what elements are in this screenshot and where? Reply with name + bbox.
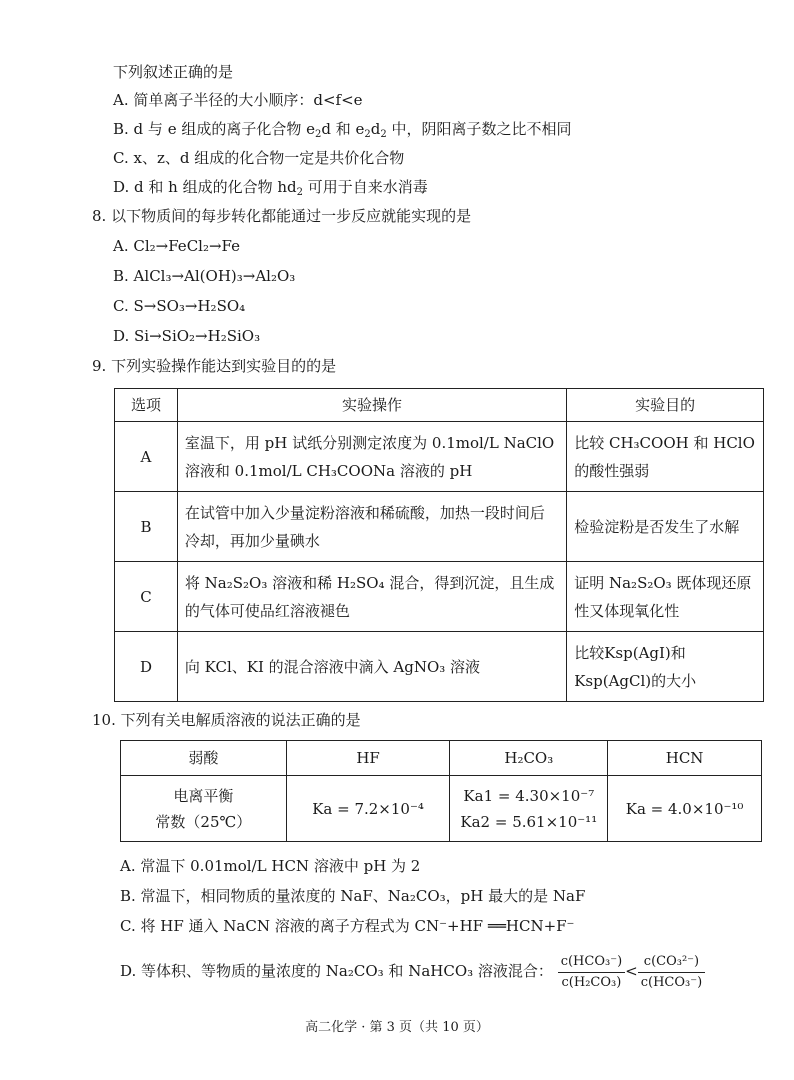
q9-cell-option: A	[115, 422, 178, 492]
fraction-1	[558, 952, 625, 993]
q9-cell-operation: 将 Na₂S₂O₃ 溶液和稀 H₂SO₄ 混合，得到沉淀，且生成的气体可使品红溶液褪色	[177, 562, 566, 632]
q7-option-d: D. d 和 h 组成的化合物 $hd_2$ 可用于自来水消毒	[113, 178, 428, 198]
q9-header-goal: 实验目的	[567, 389, 764, 422]
q10-header-hf: HF	[286, 741, 450, 776]
q10-header-h2co3: H₂CO₃	[450, 741, 608, 776]
q10-stem: 10. 下列有关电解质溶液的说法正确的是	[92, 711, 361, 729]
table-row	[115, 562, 764, 632]
q9-cell-goal: 证明 Na₂S₂O₃ 既体现还原性又体现氧化性	[567, 562, 764, 632]
q10-cell-hcn: Ka = 4.0×10⁻¹⁰	[608, 776, 762, 842]
table-row	[115, 492, 764, 562]
q9-cell-goal: 比较 CH₃COOH 和 HClO 的酸性强弱	[567, 422, 764, 492]
q9-cell-operation: 在试管中加入少量淀粉溶液和稀硫酸，加热一段时间后冷却，再加少量碘水	[177, 492, 566, 562]
q7-option-c: C. x、z、d 组成的化合物一定是共价化合物	[113, 149, 405, 167]
q7-option-a: A. 简单离子半径的大小顺序：d<f<e	[113, 91, 363, 109]
q10-option-b: B. 常温下，相同物质的量浓度的 NaF、Na₂CO₃，pH 最大的是 NaF	[120, 887, 586, 905]
q10-option-a: A. 常温下 0.01mol/L HCN 溶液中 pH 为 2	[120, 857, 421, 875]
less-than-sign: <	[625, 962, 638, 980]
q8-stem: 8. 以下物质间的每步转化都能通过一步反应就能实现的是	[92, 207, 472, 225]
q10-label-line2: 常数（25℃）	[155, 812, 252, 831]
q9-table	[114, 388, 764, 702]
q9-cell-operation: 室温下，用 pH 试纸分别测定浓度为 0.1mol/L NaClO 溶液和 0.1mol/L CH₃COONa 溶液的 pH	[177, 422, 566, 492]
q10-row-label	[121, 776, 287, 842]
q10-cell-h2co3	[450, 776, 608, 842]
q10-option-d-text: D. 等体积、等物质的量浓度的 Na₂CO₃ 和 NaHCO₃ 溶液混合：	[120, 962, 553, 980]
q8-option-d: D. Si→SiO₂→H₂SiO₃	[113, 327, 261, 345]
fraction-1-numerator: c(HCO₃⁻)	[558, 952, 625, 973]
table-row	[121, 776, 762, 842]
table-row	[115, 422, 764, 492]
fraction-2	[638, 952, 705, 993]
q10-option-c: C. 将 HF 通入 NaCN 溶液的离子方程式为 CN⁻+HF ══HCN+F⁻	[120, 917, 575, 935]
q10-header-hcn: HCN	[608, 741, 762, 776]
q9-header-option: 选项	[115, 389, 178, 422]
q9-cell-option: B	[115, 492, 178, 562]
q10-ka1: Ka1 = 4.30×10⁻⁷	[463, 786, 595, 805]
q10-option-d	[120, 948, 705, 994]
q9-cell-operation: 向 KCl、KI 的混合溶液中滴入 AgNO₃ 溶液	[177, 632, 566, 702]
q9-header-operation: 实验操作	[177, 389, 566, 422]
q9-cell-option: C	[115, 562, 178, 632]
q8-option-c: C. S→SO₃→H₂SO₄	[113, 297, 246, 315]
q8-option-b: B. AlCl₃→Al(OH)₃→Al₂O₃	[113, 267, 296, 285]
q9-cell-goal: 检验淀粉是否发生了水解	[567, 492, 764, 562]
q10-ka2: Ka2 = 5.61×10⁻¹¹	[460, 812, 598, 831]
q7-option-b: B. d 与 e 组成的离子化合物 $e_2d$ 和 $e_2d_2$ 中，阴阳离子数之比不相同	[113, 120, 572, 140]
q10-header-row	[121, 741, 762, 776]
q10-header-acid: 弱酸	[121, 741, 287, 776]
fraction-2-numerator: c(CO₃²⁻)	[638, 952, 705, 973]
table-row	[115, 632, 764, 702]
q10-label-line1: 电离平衡	[173, 786, 234, 805]
q7-stem: 下列叙述正确的是	[113, 63, 234, 81]
q8-option-a: A. Cl₂→FeCl₂→Fe	[113, 237, 241, 255]
fraction-1-denominator: c(H₂CO₃)	[561, 974, 622, 990]
q10-table	[120, 740, 762, 842]
q10-cell-hf: Ka = 7.2×10⁻⁴	[286, 776, 450, 842]
fraction-2-denominator: c(HCO₃⁻)	[640, 974, 703, 990]
q9-cell-goal: 比较Ksp(AgI)和 Ksp(AgCl)的大小	[567, 632, 764, 702]
q9-cell-option: D	[115, 632, 178, 702]
q9-header-row	[115, 389, 764, 422]
page-footer: 高二化学 · 第 3 页（共 10 页）	[305, 1020, 489, 1035]
q9-stem: 9. 下列实验操作能达到实验目的的是	[92, 357, 337, 375]
